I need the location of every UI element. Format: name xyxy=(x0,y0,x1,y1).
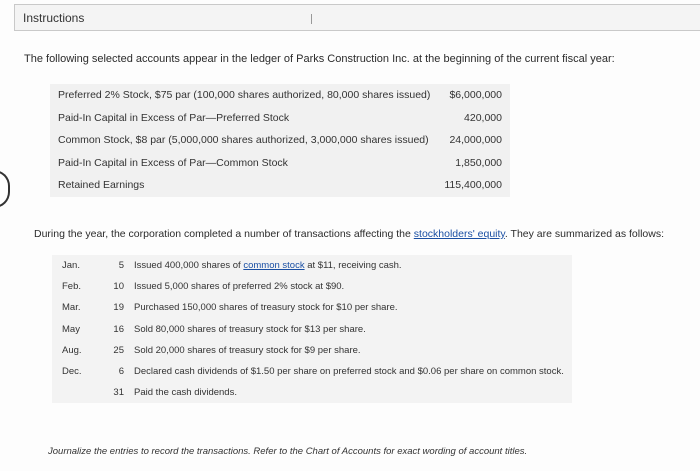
transaction-month: May xyxy=(62,323,80,335)
accounts-table xyxy=(50,84,510,197)
transactions-table xyxy=(52,255,572,403)
stockholders-equity-link[interactable]: stockholders' equity xyxy=(413,228,505,240)
side-collapse-handle[interactable] xyxy=(0,170,10,208)
transaction-month: Mar. xyxy=(62,302,81,314)
transaction-row xyxy=(52,319,572,340)
transaction-text: Issued 400,000 shares of xyxy=(134,260,244,271)
account-amount: 1,850,000 xyxy=(455,156,502,169)
during-year-text xyxy=(34,228,664,240)
common-stock-link[interactable]: common stock xyxy=(243,260,305,271)
account-row xyxy=(50,129,510,152)
account-row xyxy=(50,107,510,130)
account-row xyxy=(50,174,510,197)
account-amount: 420,000 xyxy=(464,111,502,124)
transaction-day: 25 xyxy=(113,344,124,356)
text-cursor xyxy=(311,14,312,24)
transaction-day: 19 xyxy=(113,302,124,314)
transaction-day: 10 xyxy=(113,281,124,293)
account-name: Preferred 2% Stock, $75 par (100,000 shares authorized, 80,000 shares issued) xyxy=(58,89,431,102)
account-name: Paid-In Capital in Excess of Par—Common Stock xyxy=(58,156,288,169)
transaction-row xyxy=(52,361,572,382)
transaction-day: 6 xyxy=(118,365,124,377)
transaction-row xyxy=(52,255,572,276)
instructions-tab[interactable] xyxy=(14,4,700,31)
journalize-instruction: Journalize the entries to record the transactions. Refer to the Chart of Accounts for exact wording of account titles. xyxy=(48,446,528,457)
account-row xyxy=(50,84,510,107)
transaction-month: Jan. xyxy=(62,260,80,271)
tab-title: Instructions xyxy=(23,11,85,25)
transaction-description: Sold 20,000 shares of treasury stock for $9 per share. xyxy=(134,344,361,356)
transaction-row xyxy=(52,297,572,318)
transaction-row xyxy=(52,276,572,297)
transaction-month: Feb. xyxy=(62,281,82,293)
transaction-description: Declared cash dividends of $1.50 per share on preferred stock and $0.06 per share on common stock. xyxy=(134,365,564,377)
transaction-row xyxy=(52,340,572,361)
account-name: Paid-In Capital in Excess of Par—Preferred Stock xyxy=(58,111,290,124)
transaction-description: Purchased 150,000 shares of treasury stock for $10 per share. xyxy=(134,302,398,314)
transaction-day: 5 xyxy=(118,260,124,271)
transaction-description: Issued 5,000 shares of preferred 2% stock at $90. xyxy=(134,281,345,293)
transaction-day: 31 xyxy=(113,387,124,399)
account-amount: 115,400,000 xyxy=(444,179,502,192)
during-text-after: . They are summarized as follows: xyxy=(504,228,665,240)
account-amount: $6,000,000 xyxy=(449,89,502,102)
transaction-day: 16 xyxy=(113,323,124,335)
account-row xyxy=(50,152,510,175)
transaction-text-after: at $11, receiving cash. xyxy=(304,260,402,271)
transaction-description xyxy=(134,260,402,271)
intro-text: The following selected accounts appear in the ledger of Parks Construction Inc. at the beginning of the current fiscal year: xyxy=(24,53,615,65)
during-text-before: During the year, the corporation completed a number of transactions affecting the xyxy=(34,228,414,240)
account-name: Common Stock, $8 par (5,000,000 shares authorized, 3,000,000 shares issued) xyxy=(58,134,429,147)
account-amount: 24,000,000 xyxy=(449,134,502,147)
transaction-month: Dec. xyxy=(62,365,82,377)
transaction-description: Paid the cash dividends. xyxy=(134,387,237,399)
transaction-month: Aug. xyxy=(62,344,82,356)
transaction-row xyxy=(52,382,572,403)
account-name: Retained Earnings xyxy=(58,179,145,192)
transaction-description: Sold 80,000 shares of treasury stock for $13 per share. xyxy=(134,323,366,335)
